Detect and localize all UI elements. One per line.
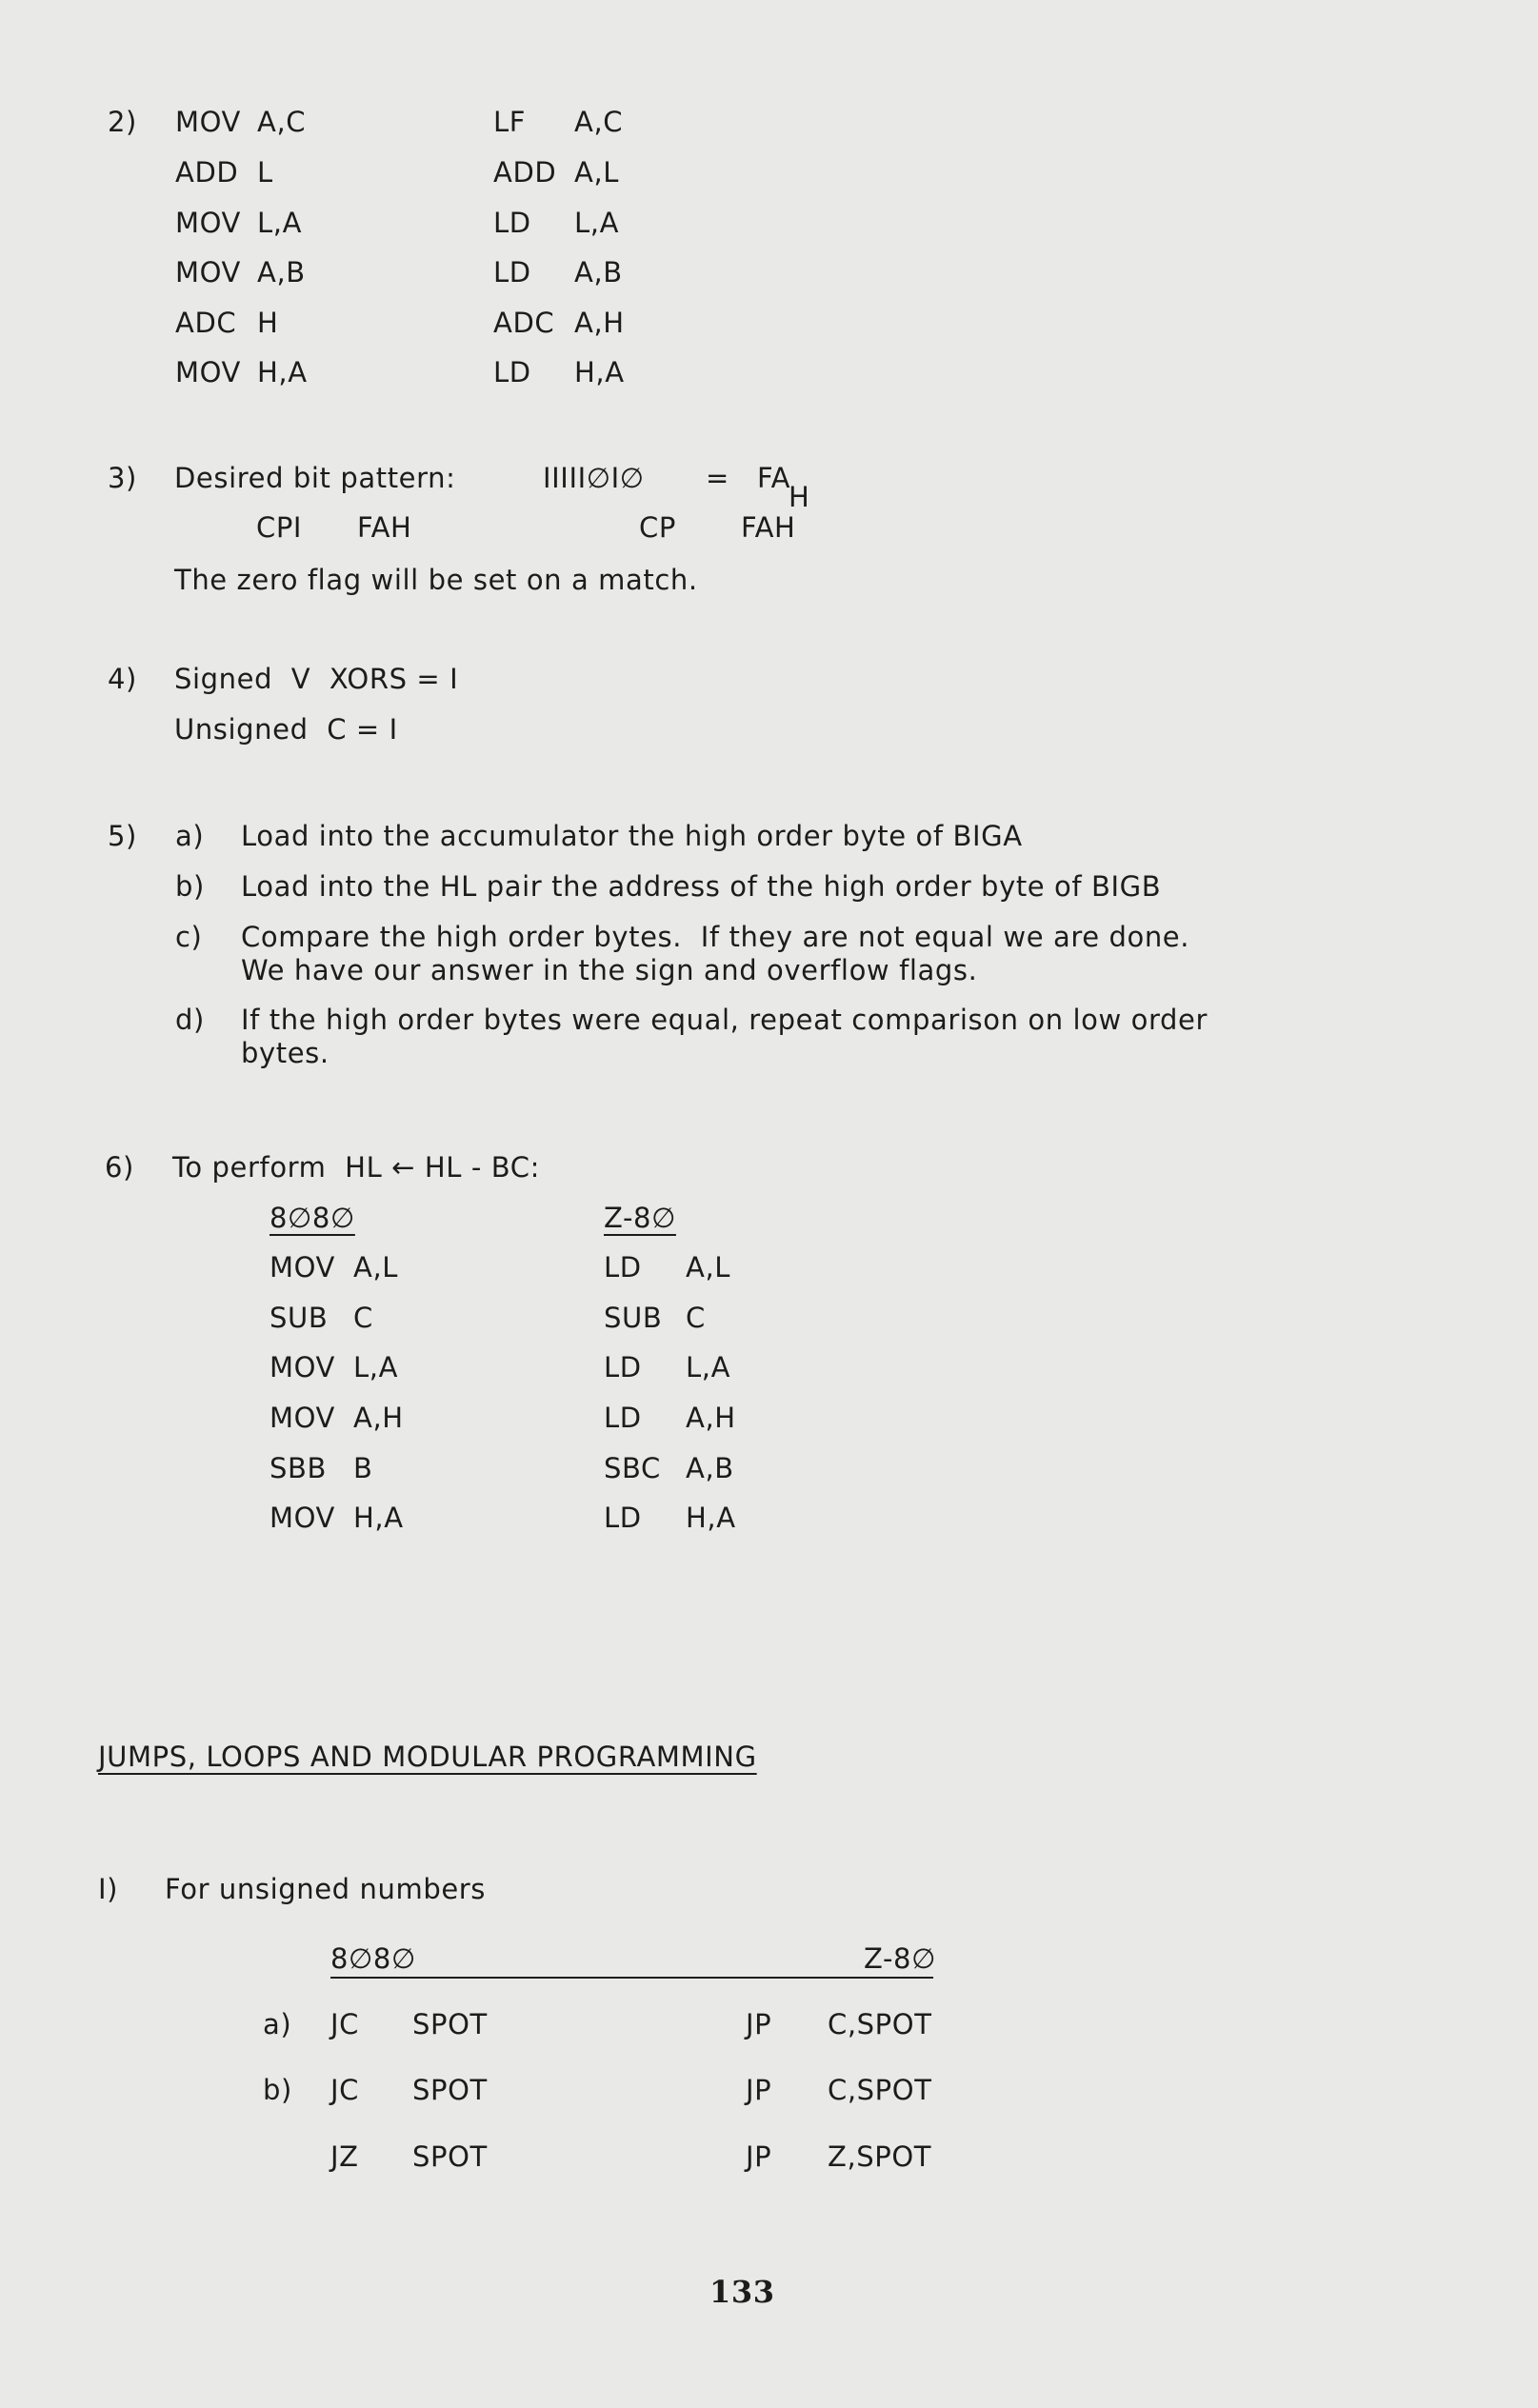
bit-pattern-label: Desired bit pattern: [174,462,456,494]
code-arg: A,B [574,256,623,289]
code-arg: L,A [686,1351,731,1383]
item-number-1: I) [98,1873,119,1905]
hex-value: FA [757,462,791,494]
signed-line: Signed V XORS = I [174,663,459,695]
item-number-6: 6) [105,1151,134,1184]
item-number-5: 5) [108,820,137,852]
code-op: ADD [493,156,557,189]
hex-subscript: H [789,481,810,513]
sub-item-text: Load into the HL pair the address of the high order byte of BIGB [241,870,1162,903]
sub-item-letter: a) [263,2008,292,2040]
code-arg: A,H [686,1402,736,1434]
code-op: MOV [270,1351,335,1383]
code-arg: C,SPOT [828,2074,932,2106]
header-rule [330,1977,933,1979]
sub-item-letter: b) [175,870,205,903]
code-arg: H,A [353,1502,404,1534]
zero-flag-note: The zero flag will be set on a match. [174,564,698,596]
code-op: SUB [270,1302,329,1334]
sub-item-text: bytes. [241,1037,330,1069]
code-arg: A,B [686,1452,734,1484]
code-op: JP [746,2008,772,2040]
code-arg: H,A [257,356,308,388]
column-header-z80: Z-8∅ [864,1942,936,1975]
code-op: SUB [604,1302,663,1334]
code-arg: A,H [353,1402,404,1434]
code-arg: SPOT [412,2140,488,2173]
code-op: MOV [270,1251,335,1284]
code-arg: H [257,307,279,339]
code-op: LD [604,1251,642,1284]
code-arg: H,A [574,356,625,388]
code-op: LF [493,106,527,138]
code-op: CP [639,511,676,544]
code-op: JZ [330,2140,359,2173]
code-op: ADC [175,307,237,339]
code-arg: SPOT [412,2074,488,2106]
code-arg: C [686,1302,706,1334]
code-op: LD [493,356,531,388]
code-op: LD [604,1502,642,1534]
code-op: MOV [270,1502,335,1534]
code-arg: C,SPOT [828,2008,932,2040]
code-op: LD [493,256,531,289]
code-op: LD [493,207,531,239]
code-arg: L,A [574,207,620,239]
code-op: SBC [604,1452,661,1484]
code-op: MOV [175,106,241,138]
code-arg: FAH [741,511,796,544]
page-number: 133 [709,2274,775,2310]
unsigned-line: Unsigned C = I [174,713,398,746]
code-arg: A,B [257,256,306,289]
code-op: MOV [175,207,241,239]
code-arg: A,C [257,106,307,138]
code-arg: A,H [574,307,625,339]
code-op: MOV [270,1402,335,1434]
code-arg: SPOT [412,2008,488,2040]
bit-pattern: IIIII∅I∅ [543,462,645,494]
code-op: CPI [256,511,303,544]
sub-item-text: If the high order bytes were equal, repeat comparison on low order [241,1004,1208,1036]
code-op: JP [746,2074,772,2106]
code-op: ADC [493,307,555,339]
code-op: SBB [270,1452,327,1484]
code-op: MOV [175,256,241,289]
code-arg: H,A [686,1502,736,1534]
code-op: JC [330,2074,360,2106]
code-arg: A,L [686,1251,731,1284]
code-arg: L,A [257,207,303,239]
code-op: JC [330,2008,360,2040]
column-header-z80: Z-8∅ [604,1202,676,1234]
code-arg: A,L [353,1251,399,1284]
item-number-3: 3) [108,462,137,494]
perform-label: To perform HL ← HL - BC: [172,1151,540,1184]
code-op: MOV [175,356,241,388]
code-arg: B [353,1452,373,1484]
code-arg: C [353,1302,373,1334]
sub-item-text: We have our answer in the sign and overflow flags. [241,954,978,986]
unsigned-numbers-label: For unsigned numbers [165,1873,487,1905]
code-arg: FAH [357,511,412,544]
sub-item-letter: d) [175,1004,205,1036]
column-header-8080: 8∅8∅ [330,1942,416,1975]
code-arg: L [257,156,273,189]
sub-item-letter: b) [263,2074,292,2106]
code-op: JP [746,2140,772,2173]
equals-sign: = [706,462,729,494]
item-number-2: 2) [108,106,137,138]
code-arg: A,C [574,106,624,138]
column-header-8080: 8∅8∅ [270,1202,355,1234]
sub-item-text: Load into the accumulator the high order byte of BIGA [241,820,1023,852]
code-arg: A,L [574,156,620,189]
code-arg: Z,SPOT [828,2140,932,2173]
code-op: LD [604,1351,642,1383]
code-op: LD [604,1402,642,1434]
sub-item-letter: a) [175,820,205,852]
code-op: ADD [175,156,239,189]
sub-item-letter: c) [175,921,203,953]
item-number-4: 4) [108,663,137,695]
sub-item-text: Compare the high order bytes. If they are not equal we are done. [241,921,1190,953]
code-arg: L,A [353,1351,399,1383]
section-title: JUMPS, LOOPS AND MODULAR PROGRAMMING [98,1741,757,1773]
